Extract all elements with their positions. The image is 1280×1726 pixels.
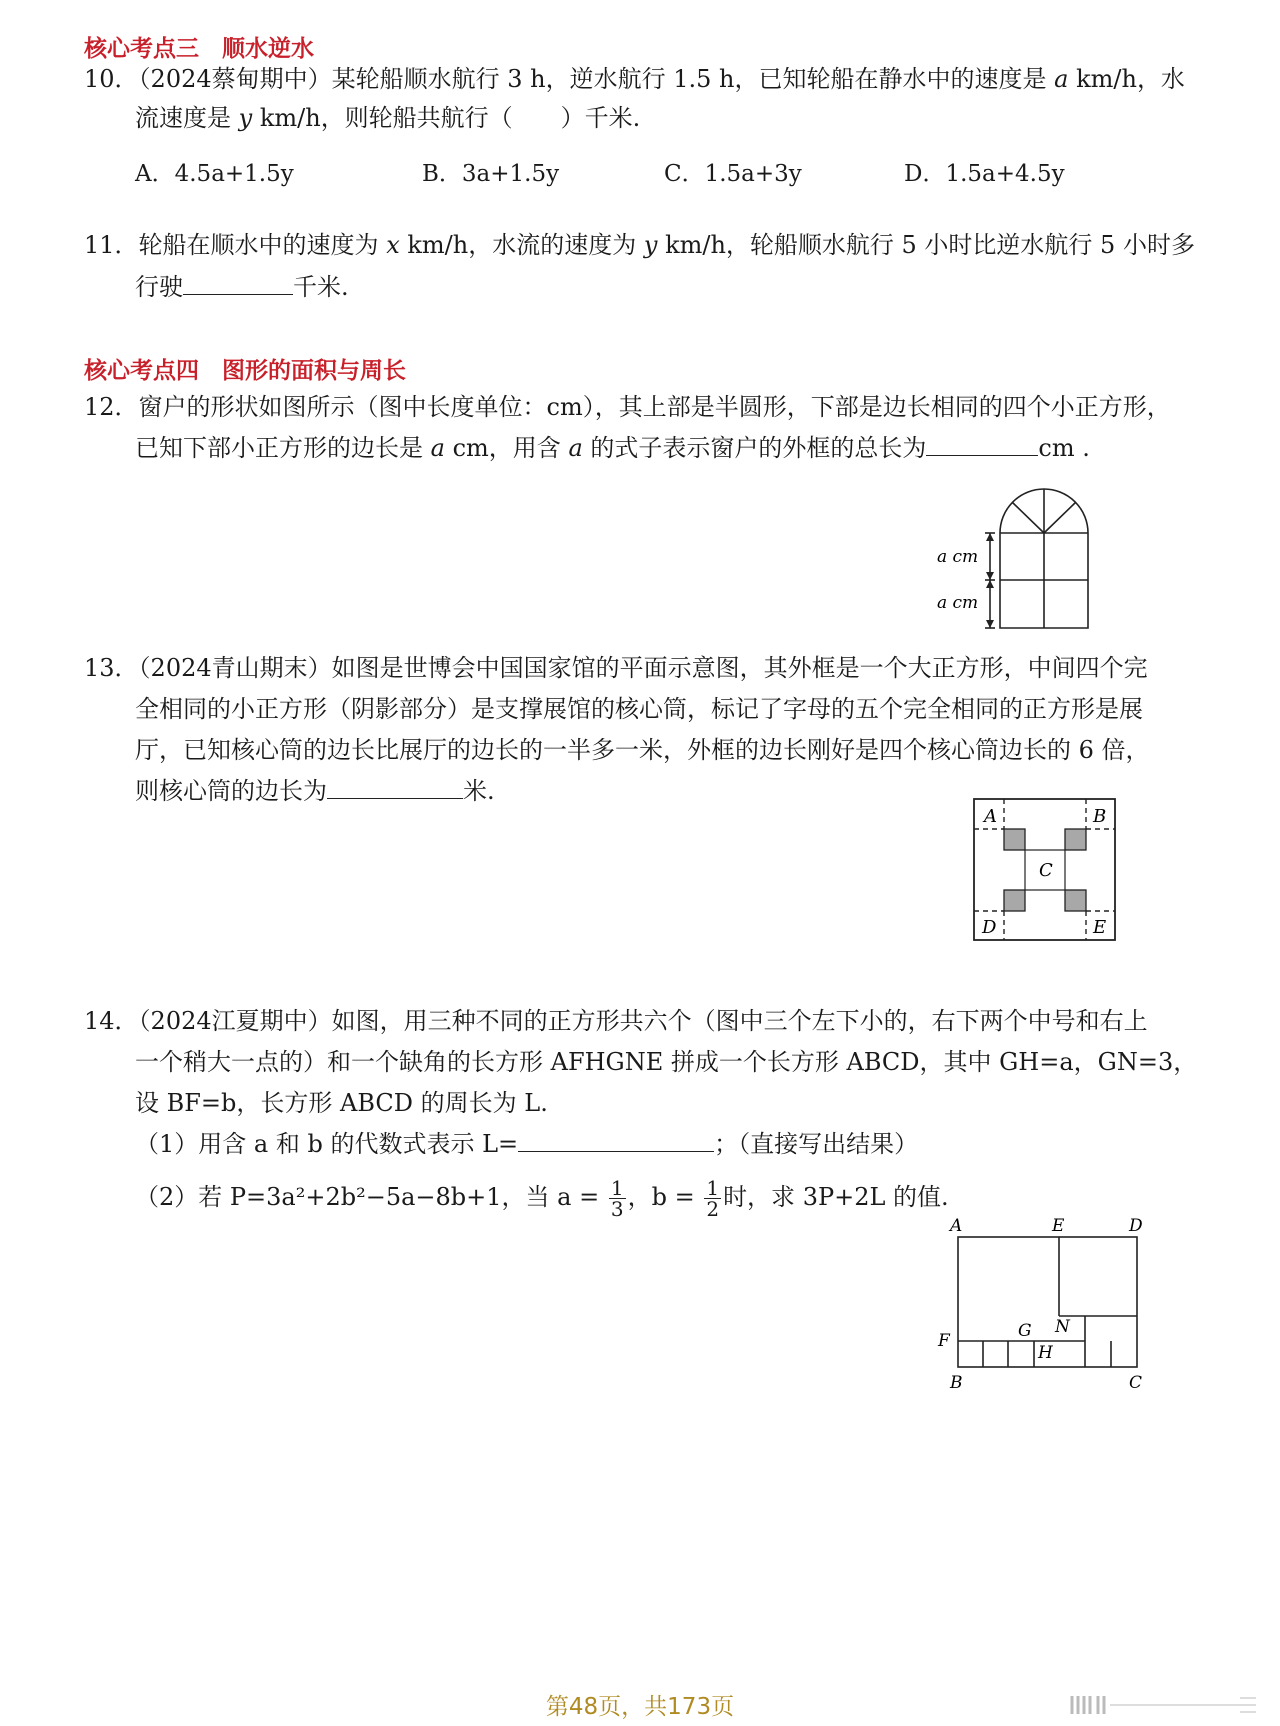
q10-var-y: y (238, 104, 253, 132)
core-tube-4 (1065, 890, 1086, 911)
q10-option-b: B．3a+1.5y (422, 161, 560, 187)
fraction-1-numerator: 1 (610, 1176, 624, 1200)
pavilion-label-c: C (1039, 860, 1053, 881)
fraction-one-half (704, 1178, 721, 1219)
window-label-top: a cm (937, 547, 979, 567)
q12-line-1 (84, 392, 1171, 422)
core-tube-2 (1065, 829, 1086, 850)
pavilion-label-b: B (1093, 806, 1107, 827)
pavilion-label-d: D (982, 917, 997, 938)
q14-line-3: 设 BF=b，长方形 ABCD 的周长为 L. (135, 1089, 548, 1117)
q11-answer-blank[interactable] (183, 272, 293, 295)
q13-line-3: 厅，已知核心筒的边长比展厅的边长的一半多一米，外框的边长刚好是四个核心筒边长的 6 倍， (135, 736, 1150, 764)
q10-line-1 (84, 64, 1185, 94)
fig-label-h: H (1038, 1343, 1053, 1363)
q14-line-1 (84, 1006, 1148, 1036)
q14-part-2-text-b: ，b = (627, 1183, 695, 1211)
fraction-2-numerator: 1 (706, 1176, 720, 1200)
window-label-bottom: a cm (937, 593, 979, 613)
q10-text-1-end: km/h，水 (1076, 65, 1185, 93)
q12-text-1: 窗户的形状如图所示（图中长度单位：cm），其上部是半圆形，下部是边长相同的四个小正方形， (138, 393, 1171, 421)
q10-option-c: C．1.5a+3y (664, 161, 802, 187)
q11-var-y: y (643, 231, 658, 259)
q14-line-2: 一个稍大一点的）和一个缺角的长方形 AFHGNE 拼成一个长方形 ABCD，其中 GH=a，GN=3， (135, 1048, 1198, 1076)
core-tube-1 (1004, 829, 1025, 850)
fig-label-f: F (938, 1331, 950, 1351)
q10-source: （2024蔡甸期中） (138, 65, 332, 93)
pavilion-label-e: E (1093, 917, 1107, 938)
q10-option-d: D．1.5a+4.5y (904, 161, 1065, 187)
q12-line-2 (135, 433, 1090, 463)
q14-text-1: 如图，用三种不同的正方形共六个（图中三个左下小的，右下两个中号和右上 (331, 1007, 1148, 1035)
q14-part-1-text: （1）用含 a 和 b 的代数式表示 L= (135, 1130, 519, 1158)
q12-number: 12． (84, 393, 139, 421)
q11-number: 11． (84, 231, 139, 259)
q14-part-2 (135, 1178, 949, 1219)
pavilion-label-a: A (984, 806, 997, 827)
q12-var-a: a (430, 434, 445, 462)
fig-label-c: C (1129, 1373, 1143, 1393)
q13-text-1: 如图是世博会中国国家馆的平面示意图，其外框是一个大正方形，中间四个完 (331, 654, 1148, 682)
q13-line-2: 全相同的小正方形（阴影部分）是支撑展馆的核心筒，标记了字母的五个完全相同的正方形是展 (135, 695, 1143, 723)
section-heading-4: 核心考点四 图形的面积与周长 (84, 358, 406, 384)
q11-text-2b: 千米. (293, 273, 349, 301)
q10-number: 10． (84, 65, 139, 93)
fig-label-n: N (1055, 1317, 1070, 1337)
q14-answer-blank[interactable] (518, 1129, 714, 1152)
fig-label-e: E (1052, 1216, 1065, 1236)
q10-line-2 (135, 103, 640, 133)
q14-part-1-note: ；（直接写出结果） (714, 1130, 919, 1158)
q10-var-a: a (1054, 65, 1069, 93)
q12-text-2d: cm . (1038, 434, 1090, 462)
pavilion-figure (970, 795, 1120, 945)
fraction-1-denominator: 3 (610, 1197, 624, 1221)
section-heading-3: 核心考点三 顺水逆水 (84, 36, 314, 62)
core-tube-3 (1004, 890, 1025, 911)
q14-source: （2024江夏期中） (138, 1007, 332, 1035)
q13-number: 13． (84, 654, 139, 682)
fig-label-g: G (1018, 1321, 1032, 1341)
q13-answer-blank[interactable] (327, 776, 463, 799)
q11-var-x: x (386, 231, 400, 259)
q11-text-1b: km/h，水流的速度为 (407, 231, 637, 259)
rectangle-tiling-figure (930, 1210, 1150, 1400)
q11-line-2 (135, 272, 349, 302)
q11-text-2a: 行驶 (135, 273, 183, 301)
q14-number: 14． (84, 1007, 139, 1035)
window-figure (935, 475, 1105, 630)
q11-text-1c: km/h，轮船顺水航行 5 小时比逆水航行 5 小时多 (665, 231, 1195, 259)
q13-line-1 (84, 653, 1148, 683)
watermark-decoration (1070, 1694, 1260, 1716)
window-arc-spoke (1012, 502, 1044, 533)
q13-source: （2024青山期末） (138, 654, 332, 682)
fig-label-a: A (950, 1216, 963, 1236)
q12-answer-blank[interactable] (926, 433, 1038, 456)
fig-label-d: D (1129, 1216, 1143, 1236)
q10-text-2a: 流速度是 (135, 104, 231, 132)
q12-text-2a: 已知下部小正方形的边长是 (135, 434, 423, 462)
q13-line-4 (135, 776, 495, 806)
q14-part-1 (135, 1129, 918, 1159)
fraction-2-denominator: 2 (706, 1197, 720, 1221)
q11-text-1a: 轮船在顺水中的速度为 (138, 231, 379, 259)
q10-option-a: A．4.5a+1.5y (135, 161, 294, 187)
fig-label-b: B (950, 1373, 963, 1393)
q13-text-4b: 米. (463, 777, 495, 805)
q14-part-2-text-c: 时，求 3P+2L 的值. (723, 1183, 949, 1211)
q12-text-2c: 的式子表示窗户的外框的总长为 (590, 434, 927, 462)
fraction-one-third (609, 1178, 626, 1219)
q11-line-1 (84, 230, 1195, 260)
q13-text-4a: 则核心筒的边长为 (135, 777, 327, 805)
page-number: 第48页，共173页 (545, 1694, 735, 1720)
q12-var-a-2: a (568, 434, 583, 462)
q12-text-2b: cm，用含 (452, 434, 561, 462)
q10-text-2b: km/h，则轮船共航行（ ）千米. (259, 104, 641, 132)
q10-text-1: 某轮船顺水航行 3 h，逆水航行 1.5 h，已知轮船在静水中的速度是 (331, 65, 1047, 93)
q14-part-2-text-a: （2）若 P=3a²+2b²−5a−8b+1，当 a = (135, 1183, 600, 1211)
